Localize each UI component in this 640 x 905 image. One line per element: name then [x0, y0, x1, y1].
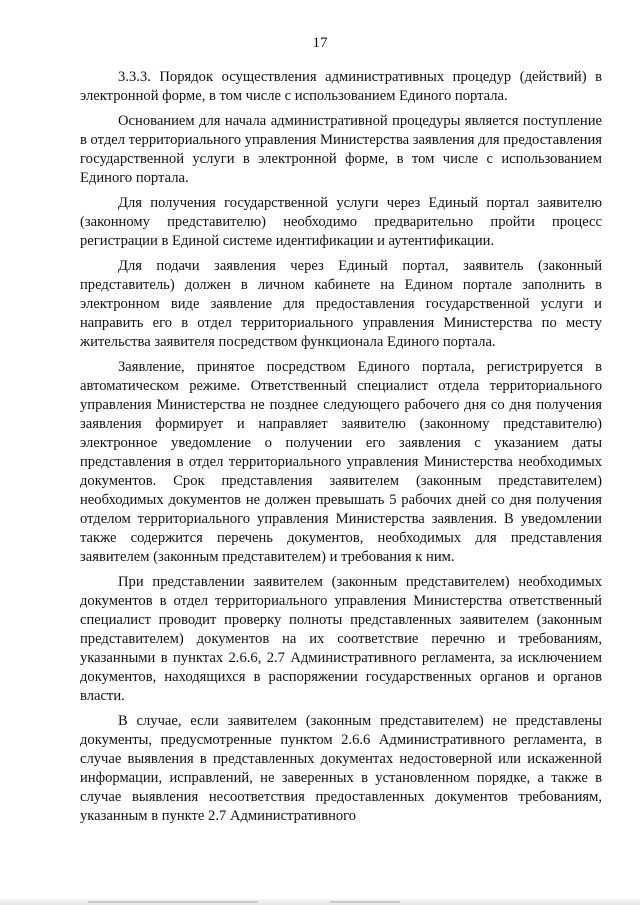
paragraph: Основанием для начала административной процедуры является поступление в отдел территориального управления Министерства заявления для предоставления государственной услуги в электронной форме, в том числе с использованием Единого портала.	[80, 113, 603, 186]
paragraph: Для подачи заявления через Единый портал, заявитель (законный представитель) должен в личном кабинете на Едином портале заполнить в электронном виде заявление для предоставления государственной услуги и направить его в отдел территориального управления Министерства по месту жительства заявителя посредством функционала Единого портала.	[80, 258, 602, 350]
paragraph: Для получения государственной услуги через Единый портал заявителю (законному представителю) необходимо предварительно пройти процесс регистрации в Единой системе идентификации и аутентификации.	[80, 195, 602, 249]
document-body	[80, 68, 602, 832]
paragraph: При представлении заявителем (законным представителем) необходимых документов в отдел территориального управления Министерства ответственный специалист проводит проверку полноты представленных заявителем (законным представителем) документов на их соответствие перечню и требованиям, указанными в пунктах 2.6.6, 2.7 Административного регламента, за исключением документов, находящихся в распоряжении государственных органов и органов власти.	[80, 574, 602, 704]
scan-mark	[330, 901, 400, 903]
paragraph: Заявление, принятое посредством Единого портала, регистрируется в автоматическом режиме. Ответственный специалист отдела территориального управления Министерства не позднее следующего рабочего дня со дня получения заявления формирует и направляет заявителю (законному представителю) электронное уведомление о получении его заявления с указанием даты представления в отдел территориального управления Министерства необходимых документов. Срок представления заявителем (законным представителем) необходимых документов не должен превышать 5 рабочих дней со дня получения отделом территориального управления Министерства заявления. В уведомлении также содержится перечень документов, необходимых для представления заявителем (законным представителем) и требования к ним.	[80, 359, 602, 565]
paragraph: В случае, если заявителем (законным представителем) не представлены документы, предусмотренные пунктом 2.6.6 Административного регламента, в случае выявления в представленных документах недостоверной или искаженной информации, исправлений, не заверенных в установленном порядке, а также в случае выявления несоответствия предоставленных документов требованиям, указанным в пункте 2.7 Административного	[80, 713, 602, 824]
page-number: 17	[312, 35, 328, 51]
scan-mark	[88, 901, 258, 903]
paragraph-section-heading: 3.3.3. Порядок осуществления административных процедур (действий) в электронной форме, в том числе с использованием Единого портала.	[80, 69, 602, 104]
